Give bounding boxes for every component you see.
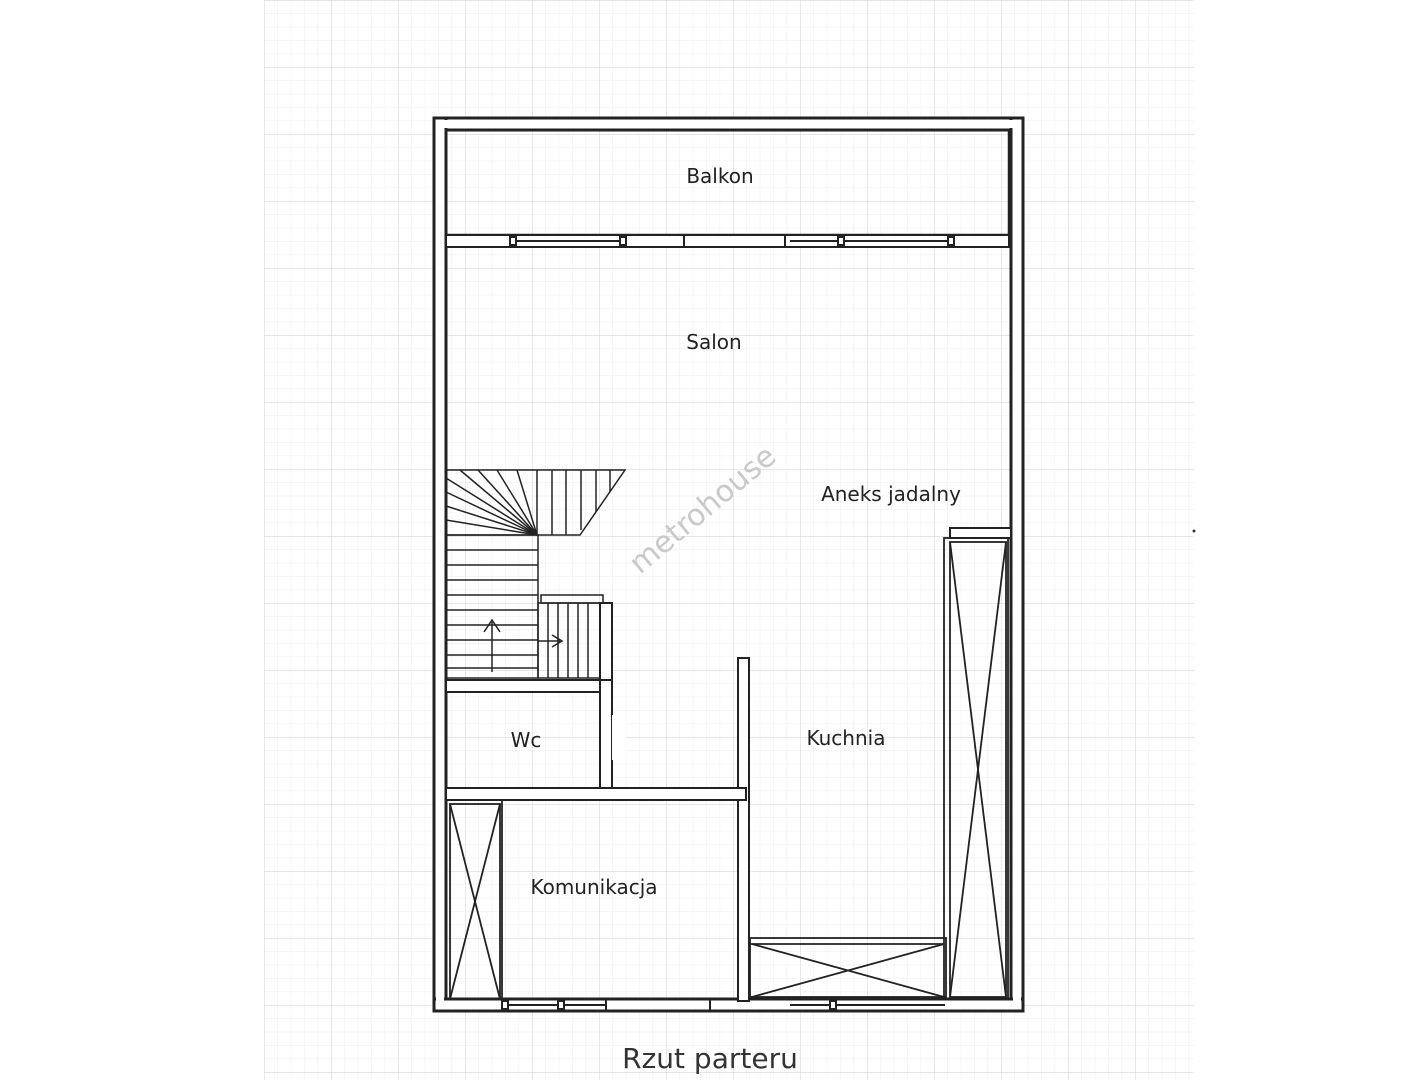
stair-wall xyxy=(600,603,612,688)
room-label-wc: Wc xyxy=(510,728,542,752)
stray-dot xyxy=(1193,530,1196,533)
room-label-hallway: Komunikacja xyxy=(530,875,658,899)
plan-caption: Rzut parteru xyxy=(622,1042,798,1075)
grid-background xyxy=(264,0,1194,1080)
room-label-dining-nook: Aneks jadalny xyxy=(821,482,961,506)
room-label-living-room: Salon xyxy=(686,330,742,354)
balcony-window-wall xyxy=(446,235,1009,247)
kitchen-partition xyxy=(738,658,749,1001)
dining-wall-notch xyxy=(950,528,1011,538)
watermark: metrohouse xyxy=(622,438,783,582)
room-label-balcony: Balkon xyxy=(686,164,754,188)
room-label-kitchen: Kuchnia xyxy=(806,726,886,750)
